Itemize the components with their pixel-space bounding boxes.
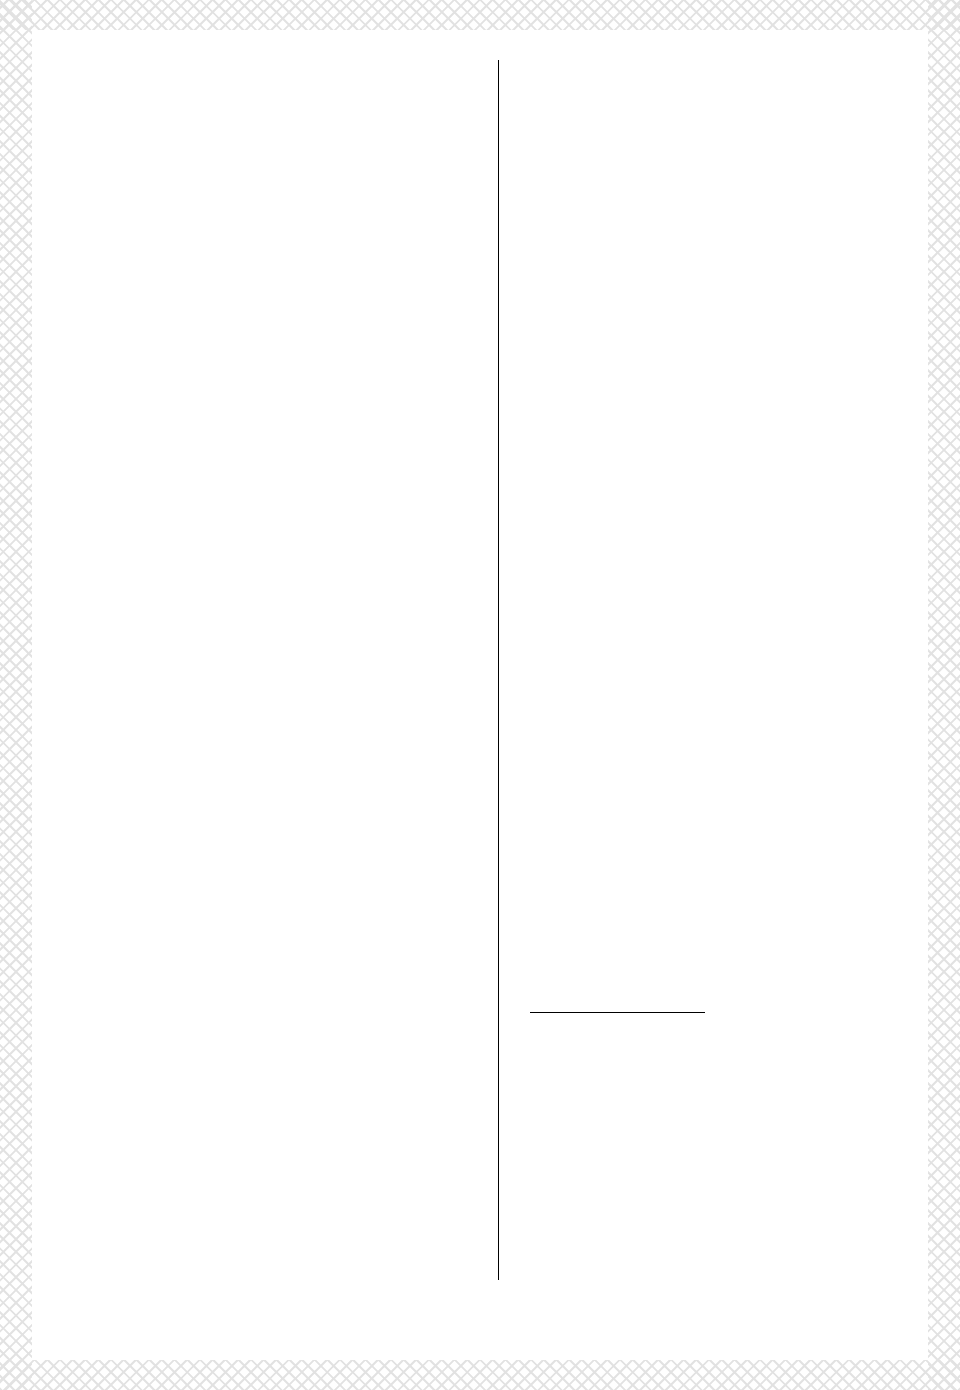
decorative-border-left <box>0 0 32 1390</box>
decorative-border-right <box>928 0 960 1390</box>
decorative-border-bottom <box>0 1360 960 1390</box>
column-divider <box>498 60 499 1280</box>
footnote-divider <box>530 1012 705 1013</box>
decorative-border-top <box>0 0 960 30</box>
